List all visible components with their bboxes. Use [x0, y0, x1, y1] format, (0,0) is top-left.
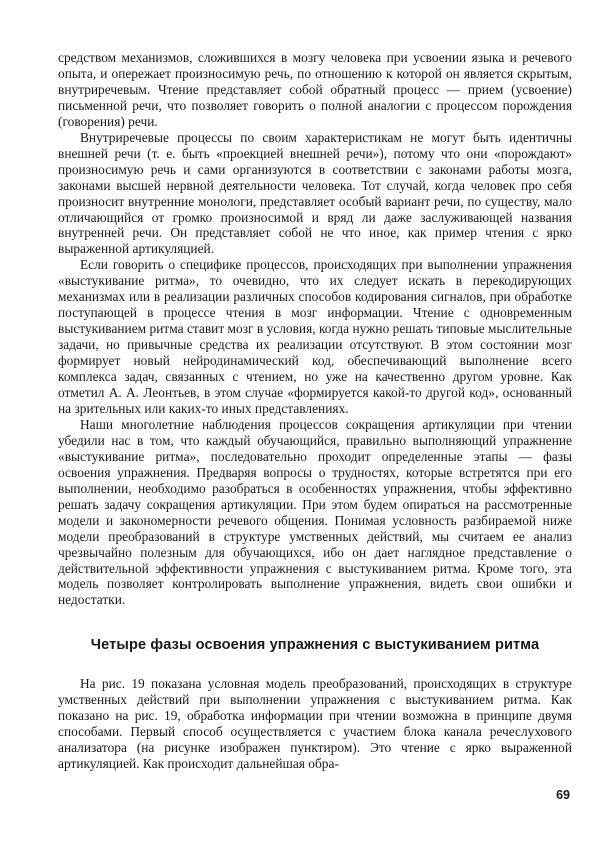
- paragraph-rhythm-specifics: Если говорить о специфике процессов, происходящих при выполнении упражнения «выстукивание ритма», то очевидно, что их следует искать в перекодирующих механизмах или в реализации различных способов кодирования сигналов, при обработке поступающей в процессе чтения в мозг информации. Чтение с одновременным выстукиванием ритма ставит мозг в условия, когда нужно решать типовые мыслительные задачи, но привычные средства их реализации отсутствуют. В этом состоянии мозг формирует новый нейродинамический код, обеспечивающий выполнение всего комплекса задач, связанных с чтением, но уже на качественно другом уровне. Как отметил А. А. Леонтьев, в этом случае «формируется какой-то другой код», основанный на зрительных или каких-то иных представлениях.: [58, 257, 572, 416]
- section-heading: Четыре фазы освоения упражнения с выстукиванием ритма: [90, 637, 540, 654]
- paragraph-continuation: средством механизмов, сложившихся в мозгу человека при усвоении языка и речевого опыта, и опережает произносимую речь, по отношению к которой он является скрытым, внутриречевым. Чтение представляет собой обратный процесс — прием (усвоение) письменной речи, что позволяет говорить о полной аналогии с процессом порождения (говорения) речи.: [58, 50, 572, 129]
- paragraph-observations: Наши многолетние наблюдения процессов сокращения артикуляции при чтении убедили нас в том, что каждый обучающийся, правильно выполняющий упражнение «выстукивание ритма», последовательно проходит определенные этапы — фазы освоения упражнения. Предваряя вопросы о трудностях, которые встретятся при его выполнении, необходимо разобраться в особенностях упражнения, чтобы эффективно решать задачу сокращения артикуляции. При этом будем опираться на рассмотренные модели и закономерности речевого общения. Понимая условность разбираемой ниже модели преобразований в структуре умственных действий, мы считаем ее анализ чрезвычайно полезным для обучающихся, ибо он дает наглядное представление о действительной эффективности упражнения с выстукиванием ритма. Кроме того, эта модель позволяет контролировать выполнение упражнения, видеть свои ошибки и недостатки.: [58, 416, 572, 608]
- paragraph-inner-speech: Внутриречевые процессы по своим характеристикам не могут быть идентичны внешней речи (т. е. быть «проекцией внешней речи»), потому что они «порождают» произносимую речь и сами организуются в соответствии с законами работы мозга, законами высшей нервной деятельности человека. Тот случай, когда человек про себя произносит внутренние монологи, представляет особый вариант речи, по существу, мало отличающийся от громко произносимой и вряд ли даже заслуживающей названия внутренней речи. Он представляет собой не что иное, как пример чтения с ярко выраженной артикуляцией.: [58, 129, 572, 257]
- page-body: [58, 50, 572, 772]
- paragraph-figure-19: На рис. 19 показана условная модель преобразований, происходящих в структуре умственных действий при выполнении упражнения с выстукиванием ритма. Как показано на рис. 19, обработка информации при чтении возможна в принципе двумя способами. Первый способ осуществляется с участием блока канала речеслухового анализатора (на рисунке изображен пунктиром). Это чтение с ярко выраженной артикуляцией. Как происходит дальнейшая обра-: [58, 676, 572, 772]
- page-number: 69: [556, 788, 570, 802]
